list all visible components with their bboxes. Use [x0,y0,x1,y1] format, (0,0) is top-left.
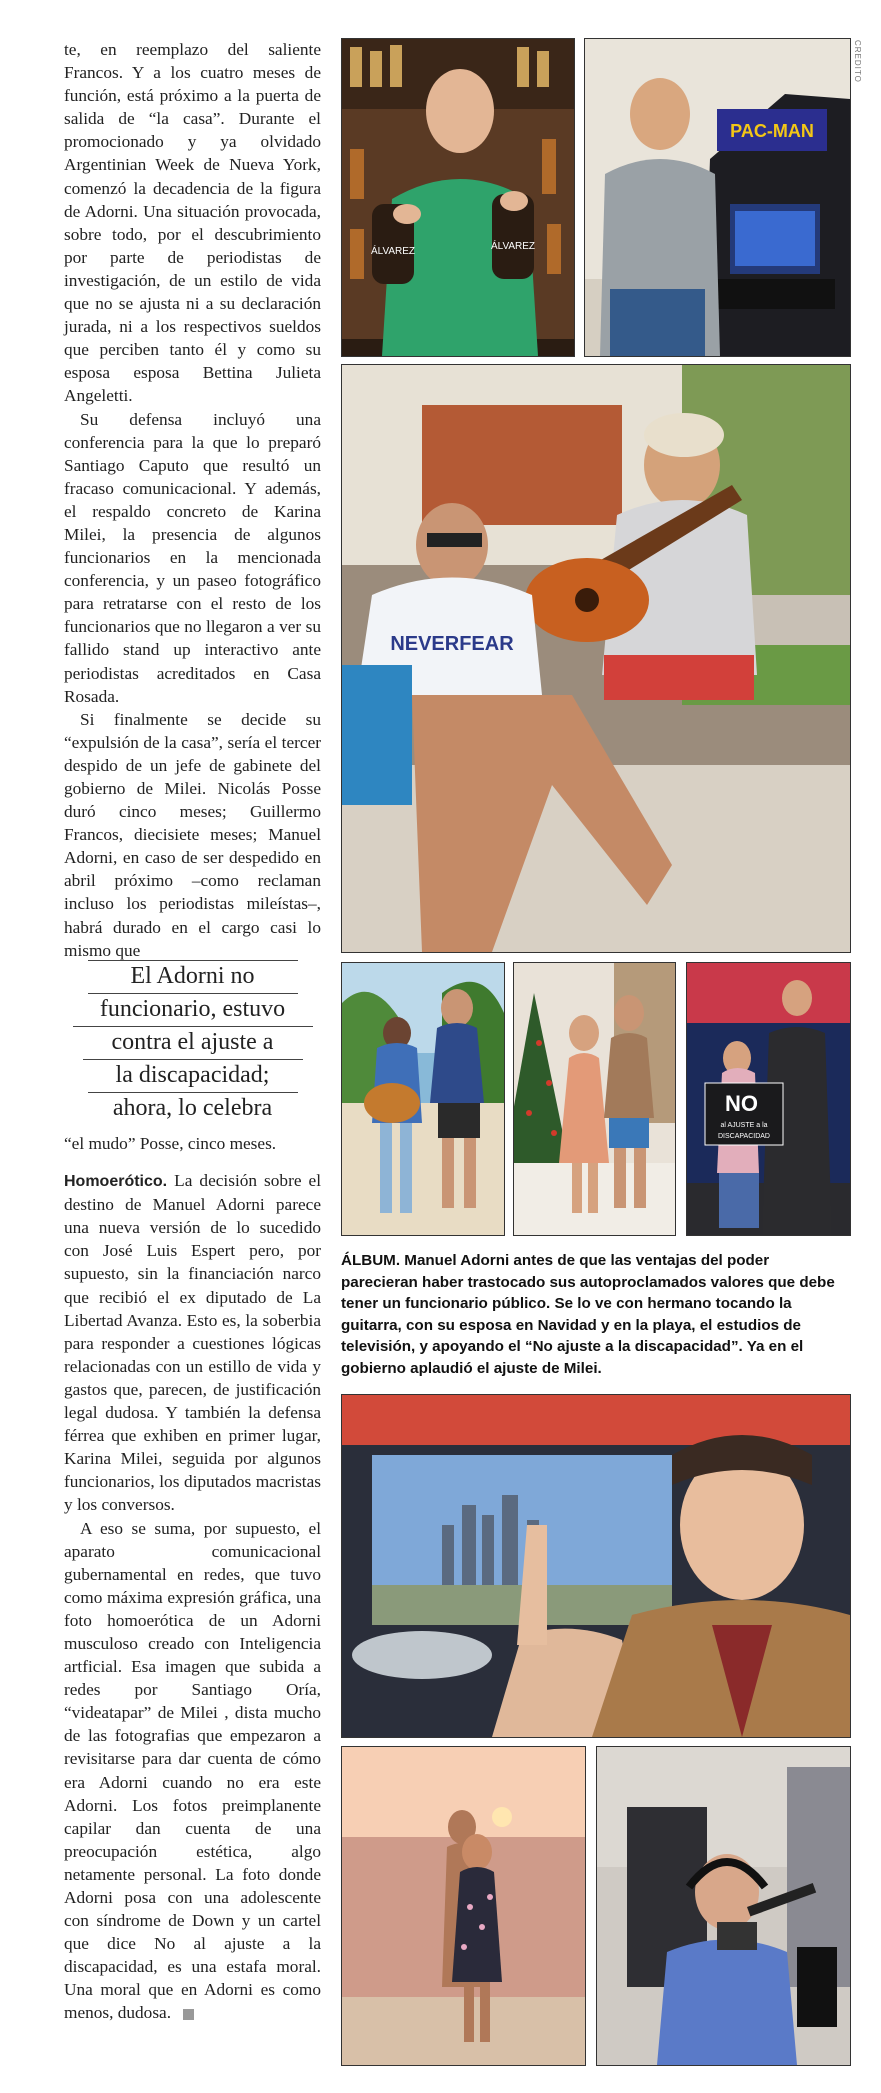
arcade-marquee: PAC-MAN [730,121,814,141]
photo-beach-guitar [341,962,505,1236]
sign-line: al AJUSTE a la [720,1122,768,1129]
growler-label: ÁLVAREZ [370,246,416,257]
section-title: Homoerótico. [64,1173,168,1191]
article-paragraph: Su defensa incluyó una conferencia para la que lo preparó Santiago Caputo que resultó un fracaso comunicacional. Y además, el respaldo concreto de Karina Milei, la presencia de algunos funcionarios en la mencionada conferencia, y un paseo fotográfico para retratarse con el resto de los funcionarios que no llegaron a ver su fallido stand up interactivo ante periodistas acreditados en Casa Rosada. [64,409,321,706]
photo-radio-studio [596,1746,851,2066]
article-text: A eso se suma, por supuesto, el aparato comunicacional gubernamental en redes, que tuvo como máxima expresión gráfica, una foto homoerótica de un Adorni musculoso creado con Inteligencia artficial. Esa imagen que subida a redes por Santiago Oría, “videatapar” de Milei , dista mucho de las fotografias que empezaron a revisitarse para dar cuenta de cómo era Adorni cuando no era este Adorni. Los fotos preimplanente capilar dan cuenta de una preocupación estética, algo netamente personal. La foto donde Adorni posa con una adolescente con síndrome de Down y un cartel que dice No al ajuste a la discapacidad, es una estafa moral. Una moral que en Adorni es como menos, dudosa. [64,1518,321,2023]
article-column-bottom [64,1132,321,2025]
photo-tv-studio [341,1394,851,1738]
article-paragraph: “el mudo” Posse, cinco meses. [64,1134,277,1153]
article-paragraph: Si finalmente se decide su “expulsión de la casa”, sería el tercer despido de un jefe de gabinete del gobierno de Milei. Nicolás Posse duró cinco meses; Guillermo Francos, diecisiete meses; Manuel Adorni, en caso de ser despedido en abril próximo –como reclaman incluso los periodistas mileístas–, habrá durado en el cargo casi lo mismo que [64,709,321,960]
caption-text: Manuel Adorni antes de que las ventajas del poder parecieran haber trastocado sus autoproclamados valores que debe tener un funcionario público. Se lo ve con hermano tocando la guitarra, con su esposa en Navidad y en la playa, el estudios de televisión, y apoyando el “No ajuste a la discapacidad”. Ya en el gobierno aplaudió el ajuste de Milei. [341,1252,835,1377]
pull-quote-line: funcionario, estuvo [73,994,313,1027]
pull-quote-line: El Adorni no [88,960,298,994]
article-paragraph [64,1517,321,2025]
photo-christmas [513,962,676,1236]
end-mark-icon [183,2009,194,2020]
article-paragraph [64,1169,321,1516]
pull-quote-line: contra el ajuste a [83,1027,303,1060]
photo-sign [686,962,851,1236]
caption-lead: ÁLBUM. [341,1252,401,1269]
growler-label: ÁLVAREZ [490,241,536,252]
section-text: La decisión sobre el destino de Manuel Adorni parece una nueva versión de lo sucedido con José Luis Espert pero, por supuesto, sin la financiación narco que recibió el ex diputado de La Libertad Avanza. Esto es, la soberbia para responder a cuestiones lógicas relacionadas con un estillo de vida y gastos que, parecen, de justificación legal dudosa. Y también la defensa férrea que exhiben en primer lugar, Karina Milei, seguida por algunos funcionarios, los diputados macristas y los conversos. [64,1171,321,1515]
article-paragraph: te, en reemplazo del saliente Francos. Y a los cuatro meses de función, está próximo a la puerta de salida de “la casa”. Durante el promocionado y ya olvidado Argentinian Week de Nueva York, comenzó la decadencia de la figura de Adorni. Una situación provocada, sobre todo, por el descubrimiento por parte de periodistas de investigación, de un estilo de vida que no se ajusta ni a su declaración jurada, ni a los respectivos sueldos que perciben tanto él y como su esposa esposa Bettina Julieta Angeletti. [64,40,321,406]
pull-quote [64,960,321,1125]
photo-arcade [584,38,851,357]
pull-quote-line: ahora, lo celebra [112,1095,273,1121]
article-column-top [64,38,321,962]
photo-sunset-beach [341,1746,586,2066]
sign-no: NO [725,1091,758,1116]
pull-quote-line: la discapacidad; [88,1060,298,1093]
photo-guitar [341,364,851,953]
photo-credit: CREDITO [853,40,862,83]
sign-line: DISCAPACIDAD [718,1133,770,1140]
shirt-text: NEVERFEAR [390,633,514,655]
photo-growlers [341,38,575,357]
photo-caption [341,1250,841,1379]
